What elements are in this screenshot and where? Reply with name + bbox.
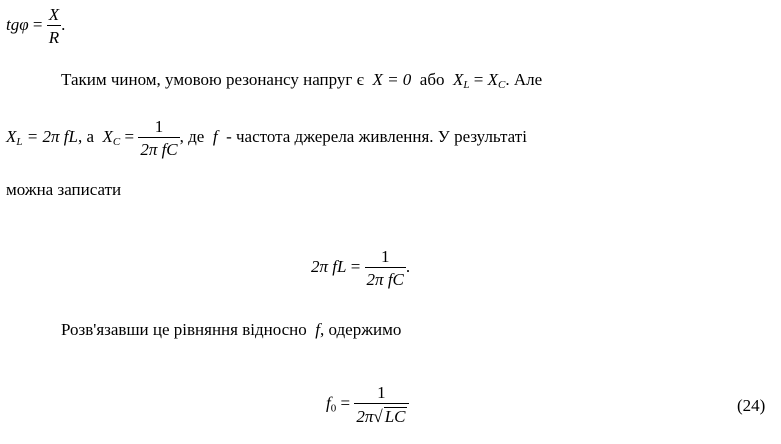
tg-phi-denominator: R [47, 25, 61, 46]
xc-fraction [138, 118, 179, 158]
xc-denominator: 2π fC [138, 137, 179, 158]
tg-phi-numerator: X [48, 5, 60, 24]
math-xc-eq: = [124, 126, 135, 146]
tg-phi-fraction [47, 6, 61, 46]
tg-phi-eq: = [32, 14, 43, 34]
math-xl-expr: = 2π fL [26, 126, 78, 146]
paragraph-resonance-condition [61, 70, 542, 91]
resonance-numerator: 1 [380, 247, 390, 266]
f0-den-radicand: LC [384, 407, 406, 426]
math-eq: = [473, 70, 484, 89]
text-can-write: можна записати [6, 180, 122, 199]
math-f: f [212, 126, 218, 146]
math-xl-2: X [6, 126, 17, 146]
f0-sub: 0 [330, 402, 337, 415]
text-solving: Розв'язавши це рівняння відносно [61, 320, 307, 339]
math-xc: X [487, 70, 498, 89]
math-xc-sub: C [498, 79, 506, 91]
f0-denominator [354, 403, 408, 425]
equation-number-label: (24) [737, 396, 766, 415]
text-resonance-intro: Таким чином, умовою резонансу напруг є [61, 70, 364, 89]
f0-den-radical: √ [373, 407, 383, 426]
equation-resonance [311, 248, 410, 288]
math-x-zero: X = 0 [372, 70, 412, 89]
resonance-fraction [365, 248, 406, 288]
tg-phi-period: . [61, 14, 66, 34]
f0-fraction [354, 384, 408, 425]
math-xc-2-sub: C [112, 135, 121, 148]
text-or: або [419, 70, 445, 89]
equation-tg-phi [6, 6, 65, 46]
resonance-lhs: 2π fL [311, 256, 347, 276]
math-xl-2-sub: L [16, 135, 23, 148]
math-f-2: f [315, 320, 321, 339]
text-but: . Але [505, 70, 543, 89]
text-frequency: - частота джерела живлення. У результаті [226, 126, 527, 146]
math-xl: X [453, 70, 464, 89]
text-comma-a: , а [77, 126, 94, 146]
paragraph-solving [61, 320, 401, 340]
text-obtain: , одержимо [320, 320, 402, 339]
paragraph-write [6, 180, 121, 200]
f0-lhs: f [326, 393, 331, 413]
math-xc-2: X [102, 126, 113, 146]
math-xl-sub: L [463, 79, 470, 91]
paragraph-reactances [6, 118, 527, 158]
equation-resonant-frequency [326, 384, 409, 425]
f0-eq: = [340, 393, 351, 413]
xc-numerator: 1 [154, 117, 164, 136]
resonance-denominator: 2π fC [365, 267, 406, 288]
resonance-period: . [405, 256, 411, 276]
resonance-eq: = [350, 256, 361, 276]
f0-den-2pi: 2π [356, 407, 374, 426]
equation-number [737, 396, 765, 416]
text-de: , де [179, 126, 205, 146]
tg-phi-lhs: tgφ [6, 14, 29, 34]
f0-numerator: 1 [377, 383, 386, 402]
